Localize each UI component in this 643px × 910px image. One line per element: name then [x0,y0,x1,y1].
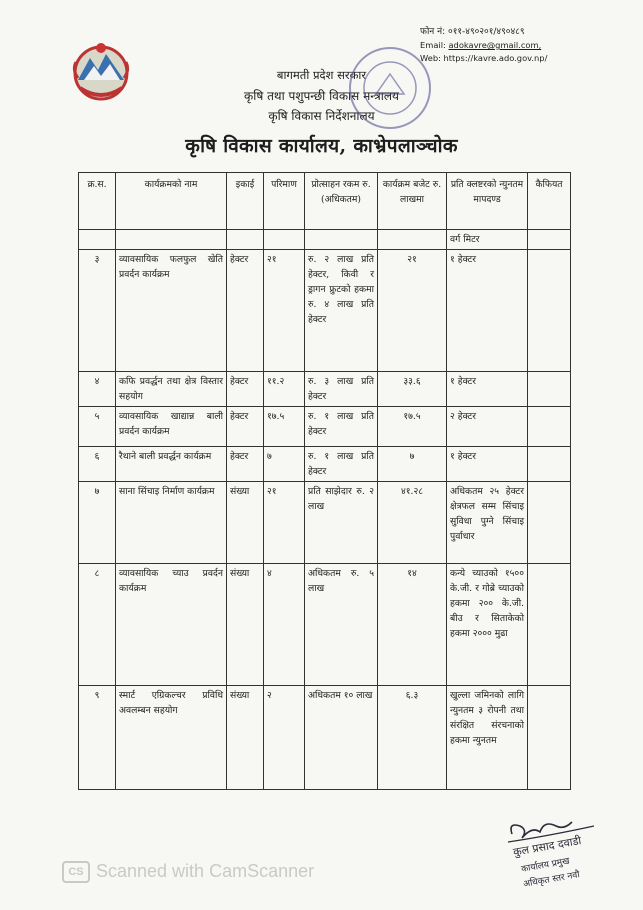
table-cell: रु. २ लाख प्रति हेक्टर, किवी र ड्रागन फ्रुटको हकमा रु. ४ लाख प्रति हेक्टर [305,250,378,372]
col-header-min-standard: प्रति क्लष्टरको न्युनतम मापदण्ड [447,173,528,230]
table-cell: कन्ये च्याउको १५०० के.जी. र गोब्रे च्याउको हकमा २०० के.जी. बीउ र सिताकेको हकमा २००० मुढा [447,564,528,686]
email-link[interactable]: adokavre@gmail.com, [448,40,542,50]
ministry-heading: कृषि तथा पशुपन्छी विकास मन्त्रालय [244,89,399,103]
table-cell: वर्ग मिटर [447,230,528,250]
table-cell [528,372,571,407]
table-cell: व्यावसायिक च्याउ प्रवर्दन कार्यक्रम [116,564,227,686]
table-cell: हेक्टर [227,447,264,482]
contact-block [420,26,547,65]
directorate-heading: कृषि विकास निर्देशनालय [268,109,375,123]
table-cell: रु. १ लाख प्रति हेक्टर [305,407,378,447]
table-cell: हेक्टर [227,250,264,372]
table-cell: १ हेक्टर [447,447,528,482]
table-cell [528,686,571,790]
table-header-row [79,173,571,230]
table-cell: स्मार्ट एग्रिकल्चर प्रविधि अवलम्बन सहयोग [116,686,227,790]
table-cell: हेक्टर [227,372,264,407]
table-cell: ३३.६ [378,372,447,407]
table-cell: १ हेक्टर [447,372,528,407]
table-cell: ८ [79,564,116,686]
table-cell: हेक्टर [227,407,264,447]
table-cell: १७.५ [264,407,305,447]
scanner-watermark [62,861,314,883]
table-cell: ७ [79,482,116,564]
table-cell: संख्या [227,482,264,564]
col-header-remarks: कैफियत [528,173,571,230]
table-cell: रु. ३ लाख प्रति हेक्टर [305,372,378,407]
table-cell: ९ [79,686,116,790]
table-cell: ११.२ [264,372,305,407]
signatory-name: कुल प्रसाद दवाडी [512,834,583,859]
office-title: कृषि विकास कार्यालय, काभ्रेपलाञ्चोक [185,135,458,157]
col-header-program-name: कार्यक्रमको नाम [116,173,227,230]
table-cell [79,230,116,250]
programs-table [78,172,571,790]
table-cell [528,250,571,372]
table-cell: प्रति साझेदार रु. २ लाख [305,482,378,564]
camscanner-logo-icon: CS [62,861,90,883]
table-row [79,686,571,790]
col-header-sn: क्र.स. [79,173,116,230]
province-govt-heading: बागमती प्रदेश सरकार [276,68,367,82]
table-cell: व्यावसायिक फलफुल खेति प्रवर्दन कार्यक्रम [116,250,227,372]
table-cell: २ हेक्टर [447,407,528,447]
table-cell [227,230,264,250]
table-cell [528,407,571,447]
table-cell: साना सिंचाइ निर्माण कार्यक्रम [116,482,227,564]
table-row [79,564,571,686]
table-cell: संख्या [227,564,264,686]
table-cell: व्यावसायिक खाद्यान्न बाली प्रवर्दन कार्यक्रम [116,407,227,447]
email-line [420,39,547,52]
col-header-budget: कार्यक्रम बजेट रु. लाखमा [378,173,447,230]
table-cell [264,230,305,250]
table-cell: ४ [264,564,305,686]
table-cell: १ हेक्टर [447,250,528,372]
table-cell [528,482,571,564]
table-cell: रैथाने बाली प्रवर्द्धन कार्यक्रम [116,447,227,482]
table-row [79,407,571,447]
table-cell: कफि प्रवर्द्धन तथा क्षेत्र विस्तार सहयोग [116,372,227,407]
table-cell: रु. १ लाख प्रति हेक्टर [305,447,378,482]
table-cell: ७ [264,447,305,482]
table-cell: २१ [378,250,447,372]
table-cell: खुल्ला जमिनको लागि न्युनतम ३ रोपनी तथा संरक्षित संरचनाको हकमा न्युनतम [447,686,528,790]
office-stamp-icon [346,44,434,132]
table-cell [378,230,447,250]
table-cell: ३ [79,250,116,372]
table-cell: ७ [378,447,447,482]
table-cell: ५ [79,407,116,447]
table-cell: २ [264,686,305,790]
table-cell: २१ [264,250,305,372]
table-cell: १४ [378,564,447,686]
table-cell: संख्या [227,686,264,790]
table-cell: अधिकतम २५ हेक्टर क्षेत्रफल सम्म सिंचाइ सुविधा पुग्ने सिंचाइ पुर्वाधार [447,482,528,564]
table-row [79,250,571,372]
website-line[interactable]: Web: https://kavre.ado.gov.np/ [420,53,548,63]
table-cell [528,447,571,482]
table-row-carry [79,230,571,250]
table-cell: अधिकतम १० लाख [305,686,378,790]
col-header-quantity: परिमाण [264,173,305,230]
watermark-text: Scanned with CamScanner [96,861,315,881]
table-cell [528,230,571,250]
table-cell [305,230,378,250]
phone-number: फोन नं: ०११-४९०२०१/४९०४८९ [420,27,525,37]
table-cell [528,564,571,686]
signatory-rank: अधिकृत स्तर नवौ [522,870,581,890]
table-cell: ६.३ [378,686,447,790]
table-cell: ४१.२८ [378,482,447,564]
table-cell: अधिकतम रु. ५ लाख [305,564,378,686]
table-row [79,447,571,482]
table-cell: २१ [264,482,305,564]
table-row [79,372,571,407]
col-header-unit: इकाई [227,173,264,230]
table-cell: ६ [79,447,116,482]
table-cell: १७.५ [378,407,447,447]
email-label: Email: [420,40,446,50]
table-cell [116,230,227,250]
table-row [79,482,571,564]
signatory-post: कार्यालय प्रमुख [520,856,571,875]
col-header-incentive: प्रोत्साहन रकम रु. (अधिकतम) [305,173,378,230]
table-cell: ४ [79,372,116,407]
